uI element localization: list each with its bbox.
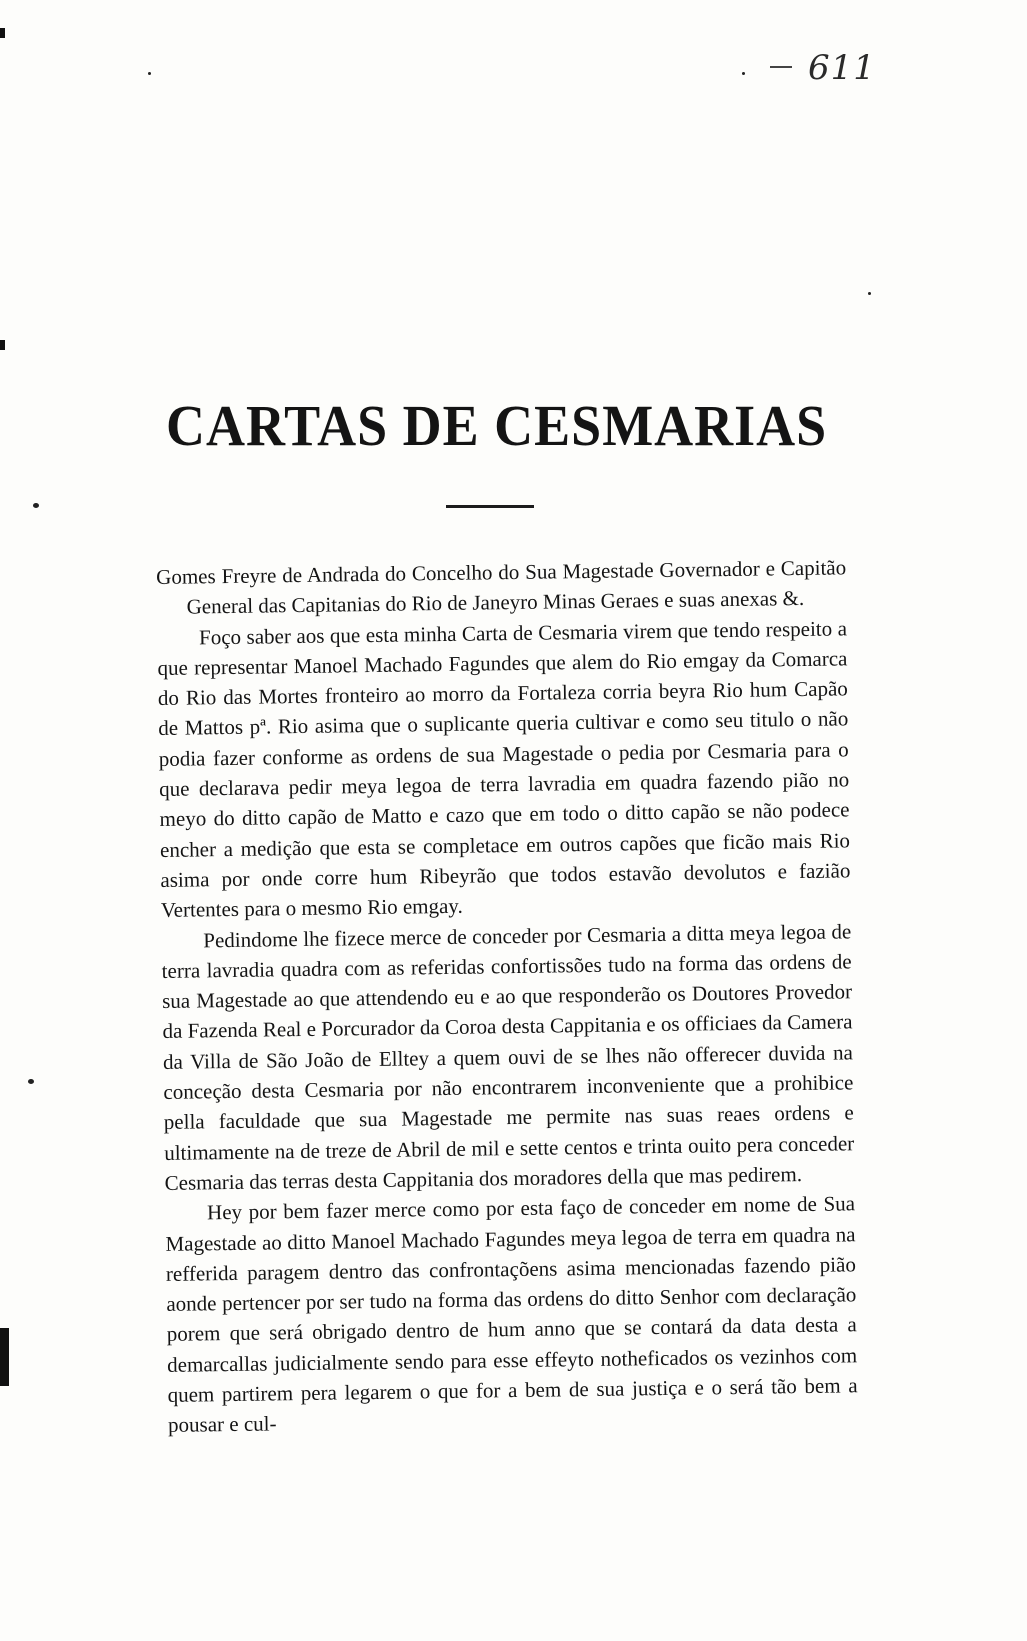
scan-speck: [742, 72, 745, 75]
body-paragraph-3: Hey por bem fazer merce como por esta faço de conceder em nome de Sua Magestade ao ditto Manoel Machado Fagundes meya legoa de terra em quadra na refferida paragem dentro das confrontaçõens asima mencionadas fazendo pião aonde pertencer por ser tudo na forma das ordens do ditto Senhor com declaração porem que será obrigado dentro de hum anno que se contará da data desta a demarcallas judicialmente sendo para esse effeyto notheficados os vezinhos com quem partirem pera legarem o que for a bem de sua justiça e o será tão bem a pousar e cul-: [165, 1191, 858, 1438]
document-body: [156, 552, 858, 1440]
scan-speck: [28, 1079, 34, 1084]
page-title: CARTAS DE CESMARIAS: [166, 393, 828, 458]
scan-speck: [148, 72, 151, 75]
page-number: 611: [808, 48, 876, 88]
intro-paragraph: Gomes Freyre de Andrada do Concelho do Sua Magestade Governador e Capitão General das Capitanias do Rio de Janeyro Minas Geraes e suas anexas &.: [156, 555, 847, 619]
scan-speck: [868, 292, 871, 295]
page-number-mark: [770, 66, 792, 68]
scan-edge-mark: [0, 28, 5, 38]
scan-edge-mark: [0, 1328, 9, 1386]
body-paragraph-1: Foço saber aos que esta minha Carta de Cesmaria virem que tendo respeito a que representar Manoel Machado Fagundes que alem do Rio emgay da Comarca do Rio das Mortes fronteiro ao morro da Fortaleza corria beyra Rio hum Capão de Mattos pª. Rio asima que o suplicante queria cultivar e como seu titulo o não podia fazer conforme as ordens de sua Magestade o pedia por Cesmaria para o que declarava pedir meya legoa de terra lavradia em quadra fazendo pião no meyo do ditto capão de Matto e cazo que em todo o ditto capão se não podece encher a medição que esta se completace em outros capões que ficão mais Rio asima por onde corre hum Ribeyrão que todos estavão devolutos e fazião Vertentes para o mesmo Rio emgay.: [157, 615, 851, 923]
title-divider: [446, 505, 534, 508]
body-paragraph-2: Pedindome lhe fizece merce de conceder por Cesmaria a ditta meya legoa de terra lavradia quadra com as referidas confortissões tudo na forma das ordens de sua Magestade ao que attendendo eu e ao que responderão os Doutores Provedor da Fazenda Real e Porcurador da Coroa desta Cappitania e os officiaes da Camera da Villa de São João de Elltey a quem ouvi de se lhes não offerecer duvida na conceção desta Cesmaria por não encontrarem inconveniente que a prohibice pella faculdade que sua Magestade me permite nas suas reaes ordens e ultimamente na de treze de Abril de mil e sette centos e trinta ouito pera conceder Cesmaria das terras desta Cappitania dos moradores della que mas pedirem.: [161, 918, 855, 1195]
scan-edge-mark: [0, 340, 5, 350]
scan-speck: [33, 503, 39, 508]
